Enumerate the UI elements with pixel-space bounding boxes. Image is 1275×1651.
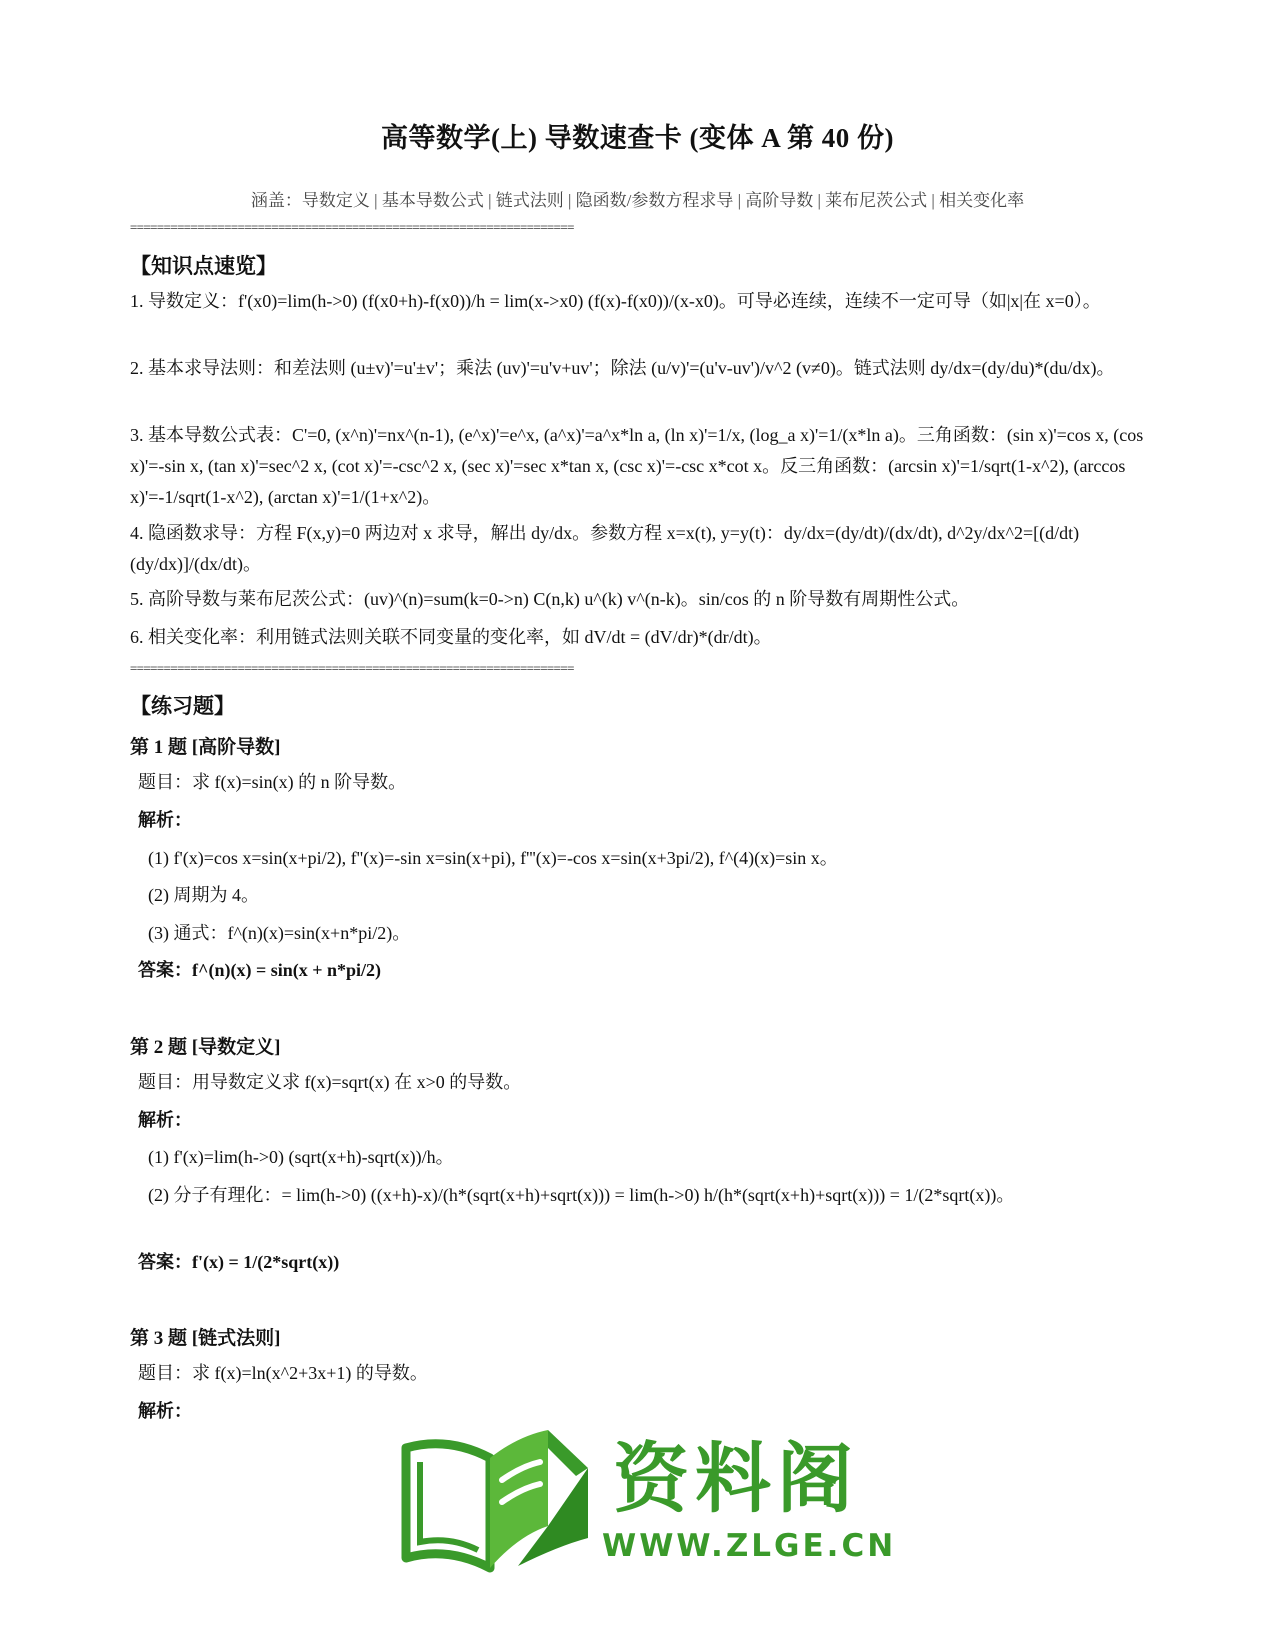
knowledge-item: 6. 相关变化率：利用链式法则关联不同变量的变化率，如 dV/dt = (dV/dr)*(dr/dt)。 [130, 627, 772, 647]
open-book-icon [398, 1418, 598, 1578]
knowledge-item: 4. 隐函数求导：方程 F(x,y)=0 两边对 x 求导，解出 dy/dx。参数方程 x=x(t), y=y(t)：dy/dx=(dy/dt)/(dx/dt), d^2y/dx^2=[(d/dt)(dy/dx)]/(dx/dt)。 [130, 523, 1080, 574]
knowledge-heading: 【知识点速览】 [130, 254, 277, 278]
question-text: 题目：求 f(x)=sin(x) 的 n 阶导数。 [138, 772, 407, 792]
question-title: 第 2 题 [导数定义] [130, 1037, 281, 1058]
question-title: 第 1 题 [高阶导数] [130, 737, 281, 758]
knowledge-item: 5. 高阶导数与莱布尼茨公式：(uv)^(n)=sum(k=0->n) C(n,k) u^(k) v^(n-k)。sin/cos 的 n 阶导数有周期性公式。 [130, 589, 970, 609]
knowledge-item: 1. 导数定义：f'(x0)=lim(h->0) (f(x0+h)-f(x0))/h = lim(x->x0) (f(x)-f(x0))/(x-x0)。可导必连续，连续不一定可导（如|x|在 x=0）。 [130, 291, 1101, 311]
watermark-url: WWW.ZLGE.CN [602, 1528, 897, 1564]
analysis-step: (3) 通式：f^(n)(x)=sin(x+n*pi/2)。 [148, 923, 411, 943]
knowledge-item: 2. 基本求导法则：和差法则 (u±v)'=u'±v'；乘法 (uv)'=u'v+uv'；除法 (u/v)'=(u'v-uv')/v^2 (v≠0)。链式法则 dy/dx=(dy/du)*(du/dx)。 [130, 358, 1115, 378]
separator-line: ================================================================== [130, 661, 574, 675]
watermark-name: 资料阁 [613, 1434, 859, 1523]
analysis-step: (2) 分子有理化：= lim(h->0) ((x+h)-x)/(h*(sqrt(x+h)+sqrt(x))) = lim(h->0) h/(h*(sqrt(x+h)+sqrt(x))) = 1/(2*sqrt(x))。 [148, 1185, 1015, 1205]
knowledge-item: 3. 基本导数公式表：C'=0, (x^n)'=nx^(n-1), (e^x)'=e^x, (a^x)'=a^x*ln a, (ln x)'=1/x, (log_a x)'=1/(x*ln a)。三角函数：(sin x)'=cos x, (cos x)'=-sin x, (tan x)'=sec^2 x, (cot x)'=-csc^2 x, (sec x)'=sec x*tan x, (csc x)'=-csc x*cot x。反三角函数：(arcsin x)'=1/sqrt(1-x^2), (arccos x)'=-1/sqrt(1-x^2), (arctan x)'=1/(1+x^2)。 [130, 425, 1144, 507]
analysis-step: (1) f'(x)=lim(h->0) (sqrt(x+h)-sqrt(x))/h。 [148, 1147, 454, 1167]
answer-line: 答案：f^(n)(x) = sin(x + n*pi/2) [138, 960, 381, 980]
watermark-logo [398, 1418, 897, 1578]
analysis-step: (2) 周期为 4。 [148, 885, 259, 905]
analysis-label: 解析： [138, 1110, 192, 1130]
question-title: 第 3 题 [链式法则] [130, 1328, 281, 1349]
question-text: 题目：求 f(x)=ln(x^2+3x+1) 的导数。 [138, 1363, 428, 1383]
separator-line: ================================================================== [130, 220, 574, 234]
coverage-line: 涵盖：导数定义 | 基本导数公式 | 链式法则 | 隐函数/参数方程求导 | 高阶导数 | 莱布尼茨公式 | 相关变化率 [250, 191, 1025, 210]
document-title: 高等数学(上) 导数速查卡 (变体 A 第 40 份) [381, 123, 894, 153]
question-text: 题目：用导数定义求 f(x)=sqrt(x) 在 x>0 的导数。 [138, 1072, 522, 1092]
analysis-label: 解析： [138, 810, 192, 830]
analysis-label: 解析： [138, 1401, 192, 1421]
answer-line: 答案：f'(x) = 1/(2*sqrt(x)) [138, 1252, 340, 1272]
analysis-step: (1) f'(x)=cos x=sin(x+pi/2), f''(x)=-sin x=sin(x+pi), f'''(x)=-cos x=sin(x+3pi/2), f^(4)(x)=sin x。 [148, 848, 838, 868]
exercises-heading: 【练习题】 [130, 694, 235, 718]
